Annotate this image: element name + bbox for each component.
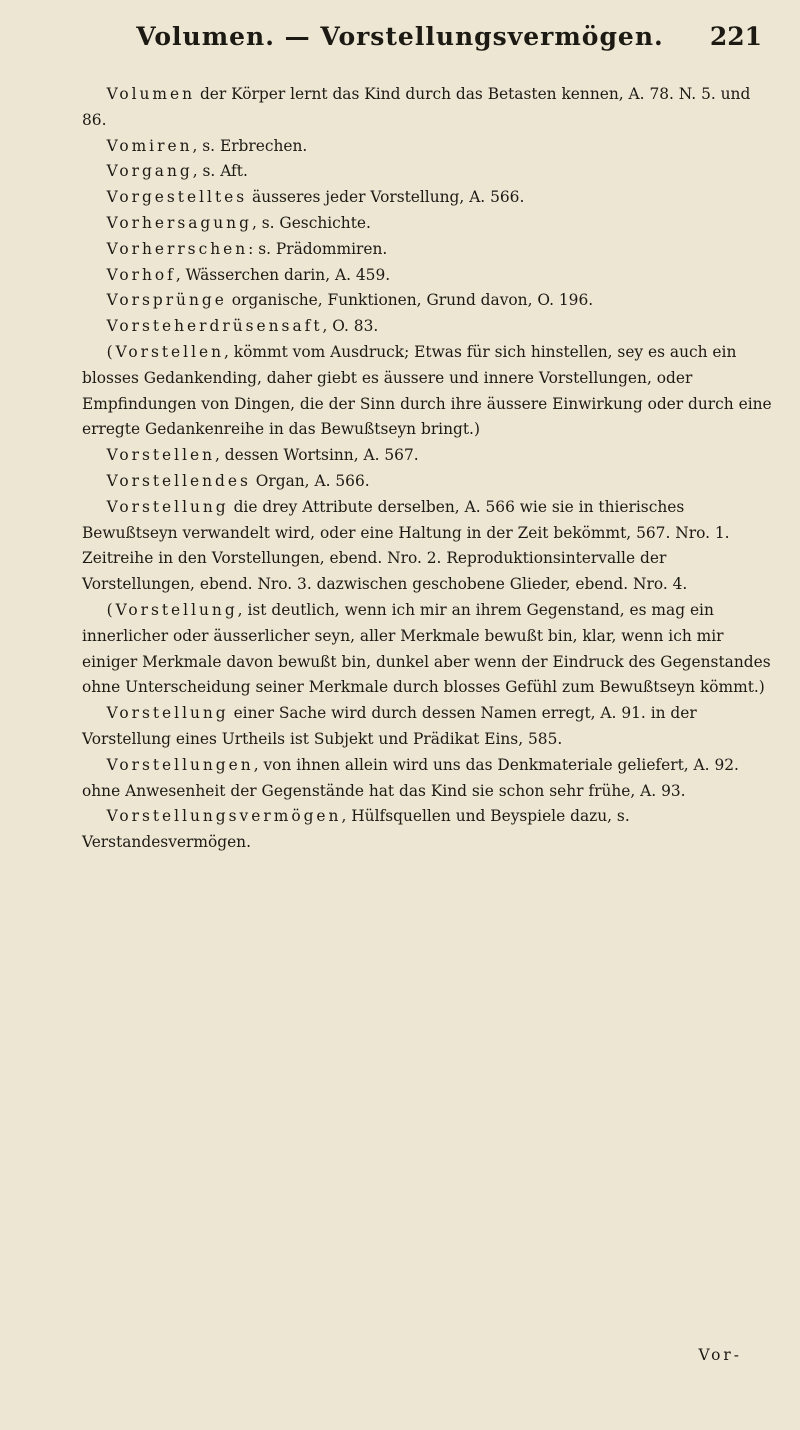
entry-keyword: (Vorstellung [106,600,238,619]
entry-text: , Wässerchen darin, A. 459. [175,265,391,284]
entry-keyword: Vorgang [106,162,193,181]
index-entry [82,185,772,211]
running-title: Volumen. — Vorstellungsvermögen. [136,22,664,51]
index-entry [82,237,772,263]
entry-text: , kömmt vom Ausdruck; Etwas für sich hinstellen, sey es auch ein blosses Gedankending, daher giebt es äussere und innere Vorstellungen, oder Empfindungen von Dingen, die der Sinn durch ihre äussere Einwirkung oder durch eine erregte Gedankenreihe in das Bewußtseyn bringt.) [82,342,772,439]
entry-text: , von ihnen allein wird uns das Denkmateriale geliefert, A. 92. ohne Anwesenheit der Gegenstände hat das Kind sie schon sehr frühe, A. 93. [82,755,739,800]
index-entry [82,159,772,185]
entry-keyword: (Vorstellen [106,342,225,361]
index-entry [82,211,772,237]
index-entry [82,288,772,314]
entry-text: organische, Funktionen, Grund davon, O. 196. [226,291,594,310]
entry-text: einer Sache wird durch dessen Namen erregt, A. 91. in der Vorstellung eines Urtheils ist Subjekt und Prädikat Eins, 585. [82,704,697,748]
entry-text: Organ, A. 566. [250,471,370,490]
index-entry [82,804,772,856]
entry-text: , dessen Wortsinn, A. 567. [215,446,419,465]
entry-keyword: Vorstellen [106,446,216,465]
index-entry [82,134,772,160]
entry-keyword: Vorsteherdrüsensaft [106,317,323,336]
entry-keyword: Vorstellung [106,497,229,516]
entry-text: , s. Aft. [192,162,248,181]
index-entries [82,82,772,856]
index-entry [82,469,772,495]
entry-keyword: Vorgestelltes [106,188,248,207]
entry-keyword: Vorstellendes [106,471,251,490]
entry-keyword: Vorsprünge [106,291,227,310]
index-entry [82,314,772,340]
entry-text: , ist deutlich, wenn ich mir an ihrem Gegenstand, es mag ein innerlicher oder äusserlicher seyn, aller Merkmale bewußt bin, klar, wenn ich mir einiger Merkmale davon bewußt bin, dunkel aber wenn der Eindruck des Gegenstandes ohne Unterscheidung seiner Merkmale durch blosses Gefühl zum Bewußtseyn kömmt.) [82,600,771,697]
index-entry [82,443,772,469]
entry-keyword: Vorstellungsvermögen [106,807,342,826]
entry-keyword: Vorhof [106,265,176,284]
entry-text: , O. 83. [322,317,379,336]
entry-keyword: Vorstellungen [106,755,254,774]
index-entry [82,340,772,443]
index-entry [82,598,772,701]
entry-text: , Hülfsquellen und Beyspiele dazu, s. Verstandesvermögen. [82,807,630,852]
entry-keyword: Vorstellung [106,704,229,723]
entry-text: die drey Attribute derselben, A. 566 wie sie in thierisches Bewußtseyn verwandelt wird, oder eine Haltung in der Zeit bekömmt, 567. Nro. 1. Zeitreihe in den Vorstellungen, ebend. Nro. 2. Reproduktionsintervalle der Vorstellungen, ebend. Nro. 3. dazwischen geschobene Glieder, ebend. Nro. 4. [82,497,730,594]
index-entry [82,701,772,753]
entry-text: äusseres jeder Vorstellung, A. 566. [247,188,525,207]
entry-keyword: Vomiren [106,136,193,155]
entry-keyword: Volumen [106,85,196,103]
entry-text: der Körper lernt das Kind durch das Betasten kennen, A. 78. N. 5. und 86. [82,85,751,129]
index-entry [82,495,772,598]
index-entry [82,82,772,134]
entry-keyword: Vorherrschen [106,239,249,258]
page-number: 221 [709,22,762,51]
index-entry [82,263,772,289]
catchword: Vor- [698,1346,742,1364]
entry-text: , s. Erbrechen. [192,136,308,155]
index-entry [82,753,772,805]
entry-text: , s. Geschichte. [251,213,371,232]
entry-keyword: Vorhersagung [106,213,252,232]
running-header [0,14,800,60]
entry-text: : s. Prädommiren. [248,239,388,258]
